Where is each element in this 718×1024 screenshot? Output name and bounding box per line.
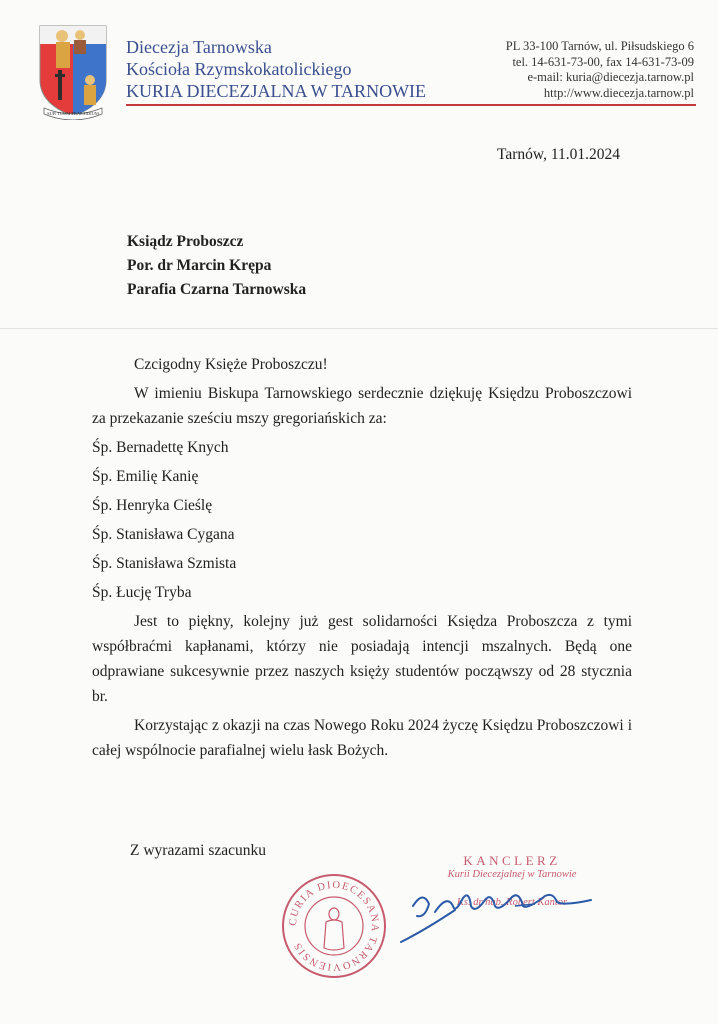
diocese-line-3: KURIA DIECEZJALNA W TARNOWIE xyxy=(126,81,427,101)
crest-banner-text: SUB TUUM PRAESIDIUM xyxy=(47,111,99,116)
stamp-text: CURIA DIOECESANA TARNOVIENSIS xyxy=(287,879,381,973)
contact-address: PL 33-100 Tarnów, ul. Piłsudskiego 6 xyxy=(505,39,694,53)
letterhead-rule xyxy=(126,104,696,106)
diocese-crest-icon xyxy=(36,22,110,120)
paragraph-2: Jest to piękny, kolejny już gest solidarności Księdza Proboszcza z tymi współbraćmi kapłanami, którzy nie posiadają intencji mszalnych. Będą one odprawiane sukcesywnie przez naszych księży studentów począwszy od 28 stycznia br. xyxy=(92,613,632,705)
curia-stamp-icon xyxy=(280,872,388,980)
handwritten-signature-icon xyxy=(395,876,615,946)
contact-web: http://www.diecezja.tarnow.pl xyxy=(543,85,694,100)
list-item: Śp. Stanisława Cygana xyxy=(92,526,235,543)
contact-phone: tel. 14-631-73-00, fax 14-631-73-09 xyxy=(512,54,694,69)
names-list xyxy=(92,435,632,605)
contact-email: e-mail: kuria@diecezja.tarnow.pl xyxy=(527,70,694,84)
recipient-block xyxy=(127,230,306,302)
chancellor-office: Kurii Diecezjalnej w Tarnowie xyxy=(447,869,577,880)
letter-body xyxy=(92,352,632,767)
list-item: Śp. Stanisława Szmista xyxy=(92,555,237,572)
paragraph-3: Korzystając z okazji na czas Nowego Roku 2024 życzę Księdzu Proboszczowi i całej wspólnocie parafialnej wielu łask Bożych. xyxy=(92,717,632,759)
chancellor-name: Ks. dr hab. Robert Kantor xyxy=(456,897,568,908)
diocese-line-1: Diecezja Tarnowska xyxy=(126,37,272,57)
letterhead-diocese xyxy=(126,36,426,102)
greeting: Czcigodny Księże Proboszczu! xyxy=(134,356,328,373)
letter-date: Tarnów, 11.01.2024 xyxy=(497,146,621,163)
paragraph-1: W imieniu Biskupa Tarnowskiego serdecznie dziękuję Księdzu Proboszczowi za przekazanie sześciu mszy gregoriańskich za: xyxy=(92,385,632,427)
chancellor-title: KANCLERZ xyxy=(463,853,561,868)
list-item: Śp. Emilię Kanię xyxy=(92,468,199,485)
letterhead-contact xyxy=(506,39,694,101)
paper-fold-line xyxy=(0,328,718,329)
recipient-line-2: Por. dr Marcin Krępa xyxy=(127,257,272,274)
closing-line: Z wyrazami szacunku xyxy=(130,842,266,859)
diocese-line-2: Kościoła Rzymskokatolickiego xyxy=(126,59,352,79)
list-item: Śp. Bernadettę Knych xyxy=(92,439,229,456)
recipient-line-3: Parafia Czarna Tarnowska xyxy=(127,281,307,298)
list-item: Śp. Łucję Tryba xyxy=(92,584,192,601)
list-item: Śp. Henryka Cieślę xyxy=(92,497,213,514)
recipient-line-1: Ksiądz Proboszcz xyxy=(127,233,244,250)
